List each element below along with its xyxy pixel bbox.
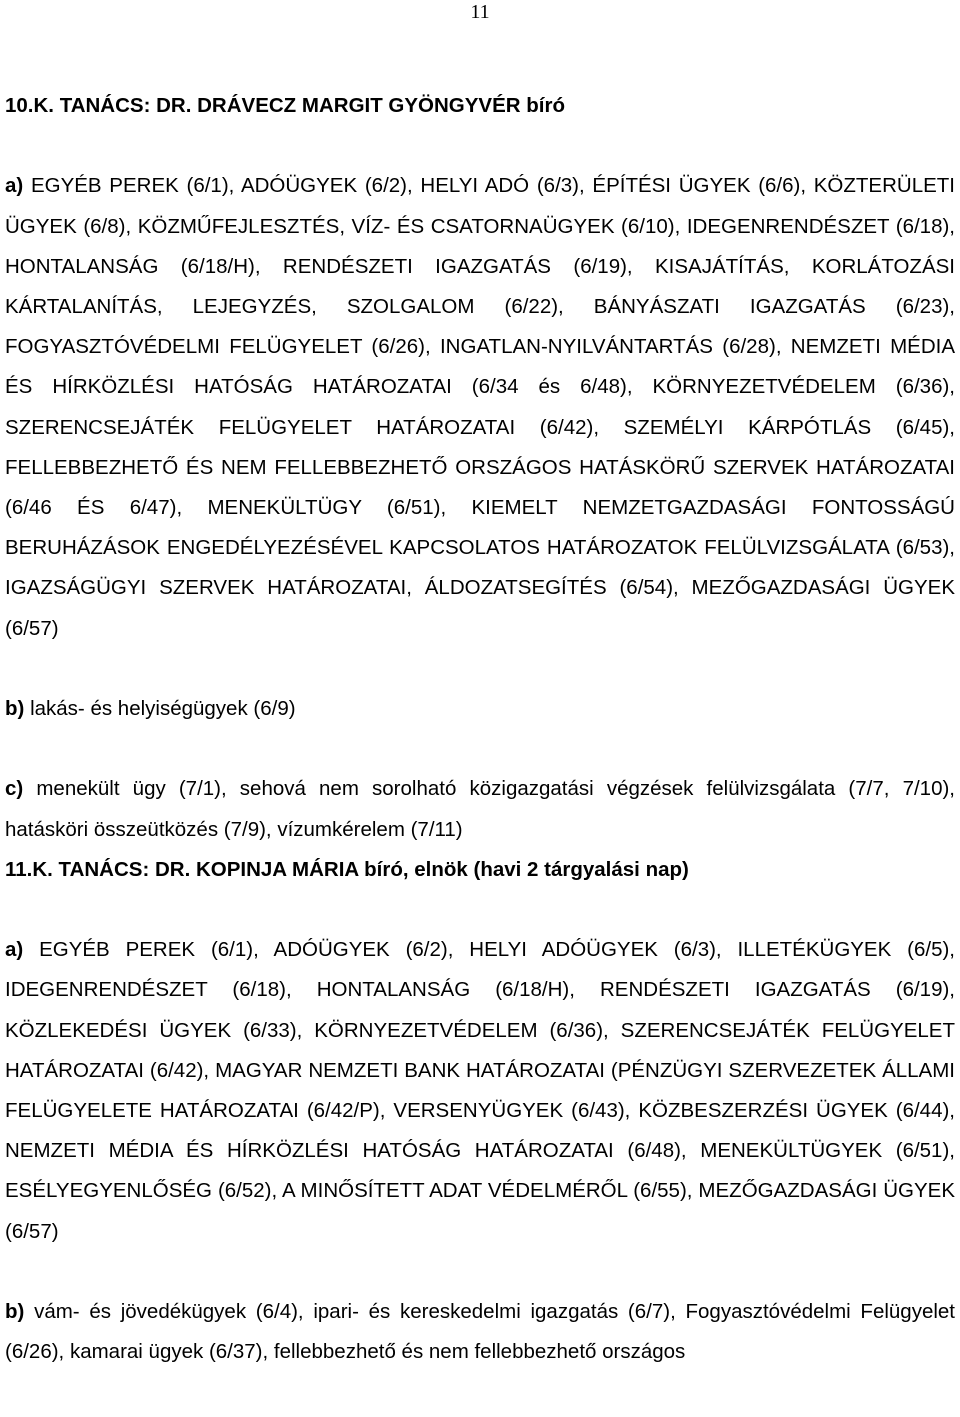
item-text: menekült ügy (7/1), sehová nem sorolható közigazgatási végzések felülvizsgálata (7/7, 7/10), hatásköri összeütközés (7/9), vízumkérelem (7/11) xyxy=(5,777,955,841)
section-10k-item-a xyxy=(5,166,955,648)
item-text: EGYÉB PEREK (6/1), ADÓÜGYEK (6/2), HELYI ADÓ (6/3), ÉPÍTÉSI ÜGYEK (6/6), KÖZTERÜLETI ÜGYEK (6/8), KÖZMŰFEJLESZTÉS, VÍZ- ÉS CSATORNAÜGYEK (6/10), IDEGENRENDÉSZET (6/18), HONTALANSÁG (6/18/H), RENDÉSZETI IGAZGATÁS (6/19), KISAJÁTÍTÁS, KORLÁTOZÁSI KÁRTALANÍTÁS, LEJEGYZÉS, SZOLGALOM (6/22), BÁNYÁSZATI IGAZGATÁS (6/23), FOGYASZTÓVÉDELMI FELÜGYELET (6/26), INGATLAN-NYILVÁNTARTÁS (6/28), NEMZETI MÉDIA ÉS HÍRKÖZLÉSI HATÓSÁG HATÁROZATAI (6/34 és 6/48), KÖRNYEZETVÉDELEM (6/36), SZERENCSEJÁTÉK FELÜGYELET HATÁROZATAI (6/42), SZEMÉLYI KÁRPÓTLÁS (6/45), FELLEBBEZHETŐ ÉS NEM FELLEBBEZHETŐ ORSZÁGOS HATÁSKÖRŰ SZERVEK HATÁROZATAI (6/46 ÉS 6/47), MENEKÜLTÜGY (6/51), KIEMELT NEMZETGAZDASÁGI FONTOSSÁGÚ BERUHÁZÁSOK ENGEDÉLYEZÉSÉVEL KAPCSOLATOS HATÁROZATOK FELÜLVIZSGÁLATA (6/53), IGAZSÁGÜGYI SZERVEK HATÁROZATAI, ÁLDOZATSEGÍTÉS (6/54), MEZŐGAZDASÁGI ÜGYEK (6/57) xyxy=(5,174,955,640)
section-11k-item-a xyxy=(5,930,955,1252)
document-body xyxy=(5,86,955,1372)
item-marker: a) xyxy=(5,174,24,198)
item-marker: a) xyxy=(5,938,24,962)
section-10k-item-c xyxy=(5,769,955,849)
page-number: 11 xyxy=(470,1,490,23)
item-text: EGYÉB PEREK (6/1), ADÓÜGYEK (6/2), HELYI ADÓÜGYEK (6/3), ILLETÉKÜGYEK (6/5), IDEGENRENDÉSZET (6/18), HONTALANSÁG (6/18/H), RENDÉSZETI IGAZGATÁS (6/19), KÖZLEKEDÉSI ÜGYEK (6/33), KÖRNYEZETVÉDELEM (6/36), SZERENCSEJÁTÉK FELÜGYELET HATÁROZATAI (6/42), MAGYAR NEMZETI BANK HATÁROZATAI (PÉNZÜGYI SZERVEZETEK ÁLLAMI FELÜGYELETE HATÁROZATAI (6/42/P), VERSENYÜGYEK (6/43), KÖZBESZERZÉSI ÜGYEK (6/44), NEMZETI MÉDIA ÉS HÍRKÖZLÉSI HATÓSÁG HATÁROZATAI (6/48), MENEKÜLTÜGYEK (6/51), ESÉLYEGYENLŐSÉG (6/52), A MINŐSÍTETT ADAT VÉDELMÉRŐL (6/55), MEZŐGAZDASÁGI ÜGYEK (6/57) xyxy=(5,938,955,1243)
item-marker: b) xyxy=(5,1300,25,1324)
item-marker: c) xyxy=(5,777,24,801)
item-text: lakás- és helyiségügyek (6/9) xyxy=(30,697,296,721)
item-marker: b) xyxy=(5,697,25,721)
section-heading-10k: 10.K. TANÁCS: DR. DRÁVECZ MARGIT GYÖNGYVÉR bíró xyxy=(5,94,565,117)
section-10k-item-b xyxy=(5,689,955,729)
section-11k-item-b xyxy=(5,1292,955,1372)
item-text: vám- és jövedékügyek (6/4), ipari- és kereskedelmi igazgatás (6/7), Fogyasztóvédelmi Felügyelet (6/26), kamarai ügyek (6/37), fellebbezhető és nem fellebbezhető országos xyxy=(5,1300,955,1364)
section-heading-11k: 11.K. TANÁCS: DR. KOPINJA MÁRIA bíró, elnök (havi 2 tárgyalási nap) xyxy=(5,857,689,881)
